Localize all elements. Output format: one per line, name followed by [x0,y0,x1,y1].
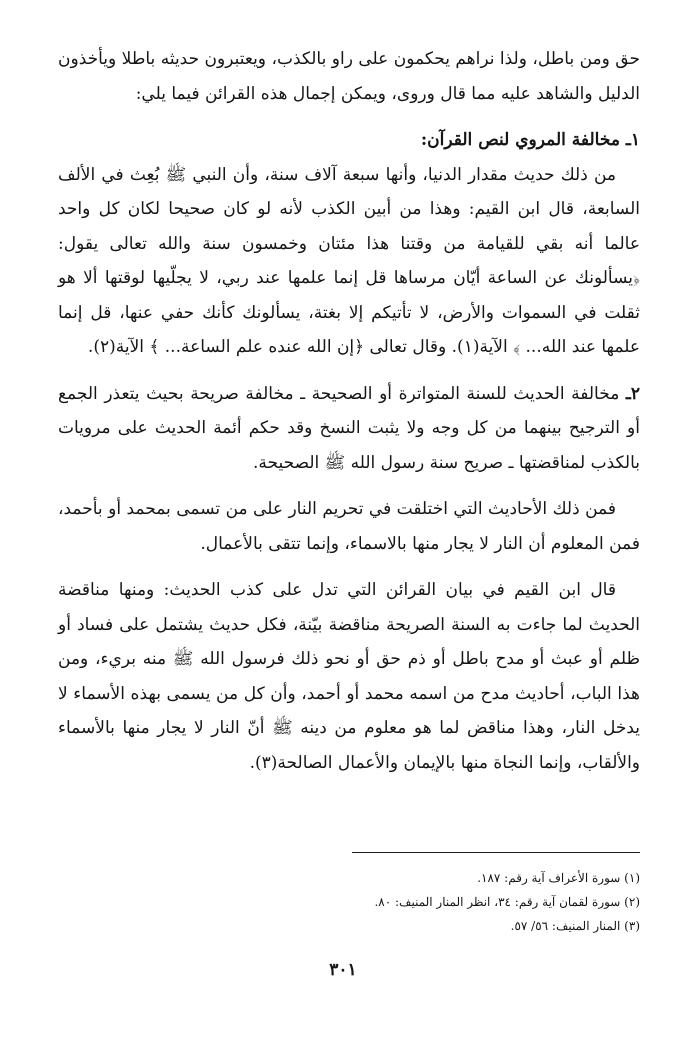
section-1-heading [58,123,640,158]
footnotes [58,866,640,938]
section-1-number: ١ـ [625,130,640,150]
footnote-2: (٢) سورة لقمان آية رقم: ٣٤، انظر المنار المنيف: ٨٠. [374,895,640,909]
main-text [58,42,640,780]
section-2-title: مخالفة الحديث للسنة المتواترة أو الصحيحة ـ مخالفة صريحة بحيث يتعذر الجمع أو الترجيح بينهما من كل وجه ولا يثبت النسخ وقد حكم أئمة الحديث على مرويات بالكذب لمناقضتها ـ صريح سنة رسول الله ﷺ الصحيحة. [58,383,640,473]
page-number: ٣٠١ [329,960,357,980]
intro-paragraph: حق ومن باطل، ولذا نراهم يحكمون على راو بالكذب، ويعتبرون حديثه باطلا ويأخذون الدليل والشاهد عليه مما قال وروى، ويمكن إجمال هذه القرائن فيما يلي: [58,49,640,104]
section-1-paragraph: من ذلك حديث مقدار الدنيا، وأنها سبعة آلاف سنة، وأن النبي ﷺ بُعِث في الألف السابعة، قال ابن القيم: وهذا من أبين الكذب لأنه لو كان صحيحا لكان كل واحد عالما أنه بقي للقيامة من وقتنا هذا مئتان وخمسون سنة والله تعالى يقول: ﴿يسألونك عن الساعة أيّان مرساها قل إنما علمها عند ربي، لا يجلّيها لوقتها ألا هو ثقلت في السموات والأرض، لا تأتيكم إلا بغتة، يسألونك كأنك حفي عنها، قل إنما علمها عند الله... ﴾ الآية(١). وقال تعالى ﴿إن الله عنده علم الساعة... ﴾ الآية(٢). [58,164,640,357]
section-1-title: مخالفة المروي لنص القرآن: [420,130,620,150]
section-2-paragraph-1: فمن ذلك الأحاديث التي اختلقت في تحريم النار على من تسمى بمحمد أو بأحمد، فمن المعلوم أن النار لا يجار منها بالاسماء، وإنما تتقى بالأعمال. [58,499,640,554]
section-2-number: ٢ـ [625,383,640,404]
footnote-3: (٣) المنار المنيف: ٥٦/ ٥٧. [510,919,640,933]
section-2-heading [58,377,640,481]
footnote-divider [352,852,640,853]
footnote-1: (١) سورة الأعراف آية رقم: ١٨٧. [477,871,640,885]
section-2-paragraph-2: قال ابن القيم في بيان القرائن التي تدل على كذب الحديث: ومنها مناقضة الحديث لما جاءت به السنة الصريحة مناقضة بيّنة، فكل حديث يشتمل على فساد أو ظلم أو عبث أو مدح باطل أو ذم حق أو نحو ذلك فرسول الله ﷺ منه بريء، ومن هذا الباب، أحاديث مدح من اسمه محمد أو أحمد، وأن كل من يسمى بهذه الأسماء لا يدخل النار، وهذا مناقض لما هو معلوم من دينه ﷺ أنّ النار لا يجار منها بالأسماء والألقاب، وإنما النجاة منها بالإيمان والأعمال الصالحة(٣). [58,580,640,773]
